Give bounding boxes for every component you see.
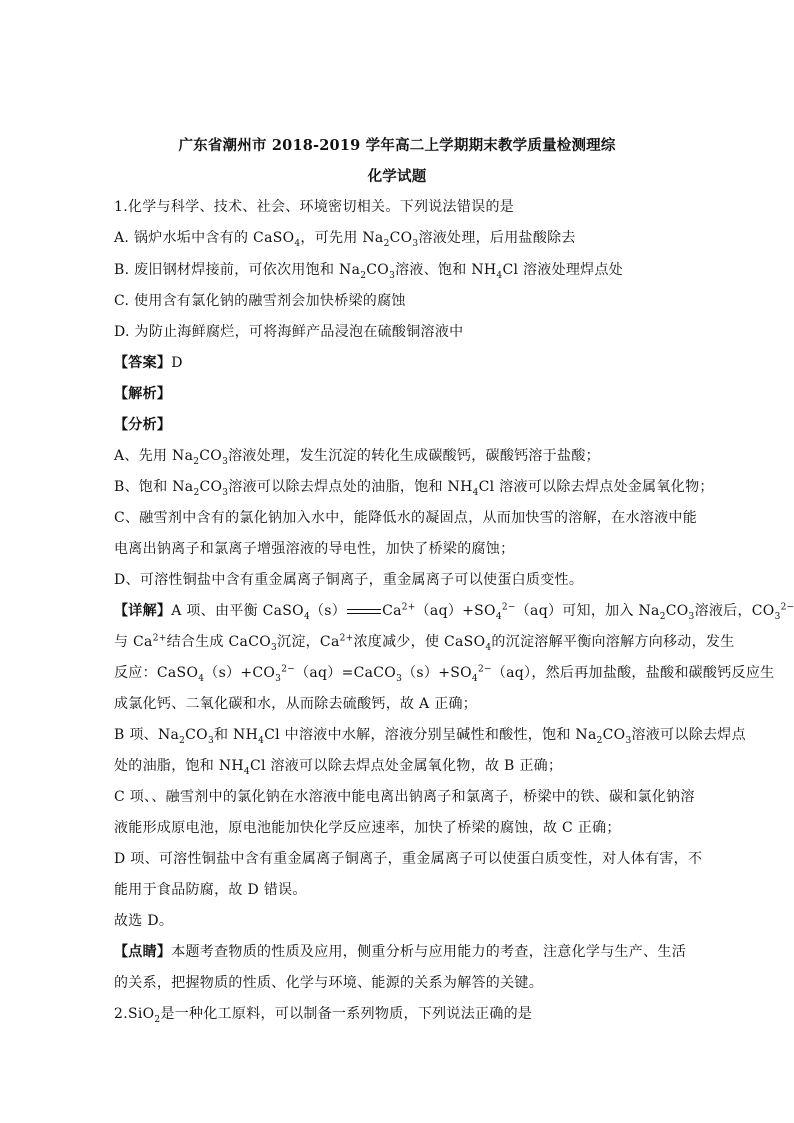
detail-line-5: B 项、$Na_2CO_3$和 $NH_4Cl$ 中溶液中水解，溶液分别呈碱性和酸性，饱和 $Na_2CO_3$溶液可以除去焊点 <box>114 727 746 746</box>
exam-title: 广东省潮州市 2018-2019 学年高二上学期期末教学质量检测理综 <box>178 137 616 154</box>
detail-line-3: 反应：$CaSO_4(s)+CO_3^{2-}(aq)=CaCO_3(s)+SO_4^{2-}(aq)$，然后再加盐酸，盐酸和碳酸钙反应生 <box>114 664 775 684</box>
analysis-d: D、可溶性铜盐中含有重金属离子铜离子，重金属离子可以使蛋白质变性。 <box>114 572 584 588</box>
analysis-b: B、饱和 $Na_2CO_3$溶液可以除去焊点处的油脂，饱和 $NH_4Cl$ 溶液可以除去焊点处金属氧化物； <box>114 479 714 498</box>
detail-line-9: D 项、可溶性铜盐中含有重金属离子铜离子，重金属离子可以使蛋白质变性，对人体有害，不 <box>114 851 703 867</box>
point-line-2: 的关系，把握物质的性质、化学与环境、能源的关系为解答的关键。 <box>114 975 543 991</box>
answer-line <box>114 353 684 373</box>
analysis-c-line1: C、融雪剂中含有的氯化钠加入水中，能降低水的凝固点，从而加快雪的溶解，在水溶液中能 <box>114 510 698 526</box>
detail-tag: 【详解】 <box>114 603 172 619</box>
question-2-stem: 2.SiO$_2$是一种化工原料，可以制备一系列物质，下列说法正确的是 <box>114 1006 533 1025</box>
detail-line-4: 成氯化钙、二氧化碳和水，从而除去硫酸钙，故 A 正确； <box>114 696 478 712</box>
detail-line-2: 与 $Ca^{2+}$结合生成 CaCO$_3$沉淀，$Ca^{2+}$浓度减少，使 CaSO$_4$的沉淀溶解平衡向溶解方向移动，发生 <box>114 633 735 653</box>
exam-subtitle: 化学试题 <box>367 168 427 185</box>
option-a: A. 锅炉水垢中含有的 CaSO$_4$，可先用 $Na_2CO_3$溶液处理，后用盐酸除去 <box>114 230 576 249</box>
point-tag: 【点睛】 <box>114 944 172 960</box>
analysis-a: A、先用 $Na_2CO_3$溶液处理，发生沉淀的转化生成碳酸钙，碳酸钙溶于盐酸； <box>114 448 600 467</box>
analysis-tag: 【解析】 <box>114 386 172 402</box>
detail-line-1: 【详解】A 项、由平衡 CaSO$_4$（s） $Ca^{2+}(aq)+SO_4^{2-}(aq)$可知，加入 $Na_2CO_3$溶液后，$CO_3^{2-}$ <box>114 602 794 622</box>
point-line-1: 【点睛】本题考查物质的性质及应用，侧重分析与应用能力的考查，注意化学与生产、生活 <box>114 944 687 960</box>
option-d: D. 为防止海鲜腐烂，可将海鲜产品浸泡在硫酸铜溶液中 <box>114 324 464 340</box>
option-b: B. 废旧钢材焊接前，可依次用饱和 $Na_2CO_3$溶液、饱和 $NH_4Cl$ 溶液处理焊点处 <box>114 262 624 281</box>
detail-line-6: 处的油脂，饱和 $NH_4Cl$ 溶液可以除去焊点处金属氧化物，故 B 正确； <box>114 758 563 777</box>
question-1-stem: 1.化学与科学、技术、社会、环境密切相关。下列说法错误的是 <box>114 199 515 215</box>
option-c: C. 使用含有氯化钠的融雪剂会加快桥梁的腐蚀 <box>114 293 406 309</box>
detail-line-10: 能用于食品防腐，故 D 错误。 <box>114 882 307 898</box>
analysis-c-line2: 电离出钠离子和氯离子增强溶液的导电性，加快了桥梁的腐蚀； <box>114 541 515 557</box>
conclusion: 故选 D。 <box>114 913 174 929</box>
fenxi-tag: 【分析】 <box>114 417 172 433</box>
detail-line-8: 液能形成原电池，原电池能加快化学反应速率，加快了桥梁的腐蚀，故 C 正确； <box>114 820 621 836</box>
detail-line-7: C 项、、融雪剂中的氯化钠在水溶液中能电离出钠离子和氯离子，桥梁中的铁、碳和氯化钠溶 <box>114 789 695 805</box>
equilibrium-arrow-icon <box>347 607 381 616</box>
answer-tag: 【答案】 <box>114 355 172 371</box>
answer-value: D <box>171 355 183 371</box>
